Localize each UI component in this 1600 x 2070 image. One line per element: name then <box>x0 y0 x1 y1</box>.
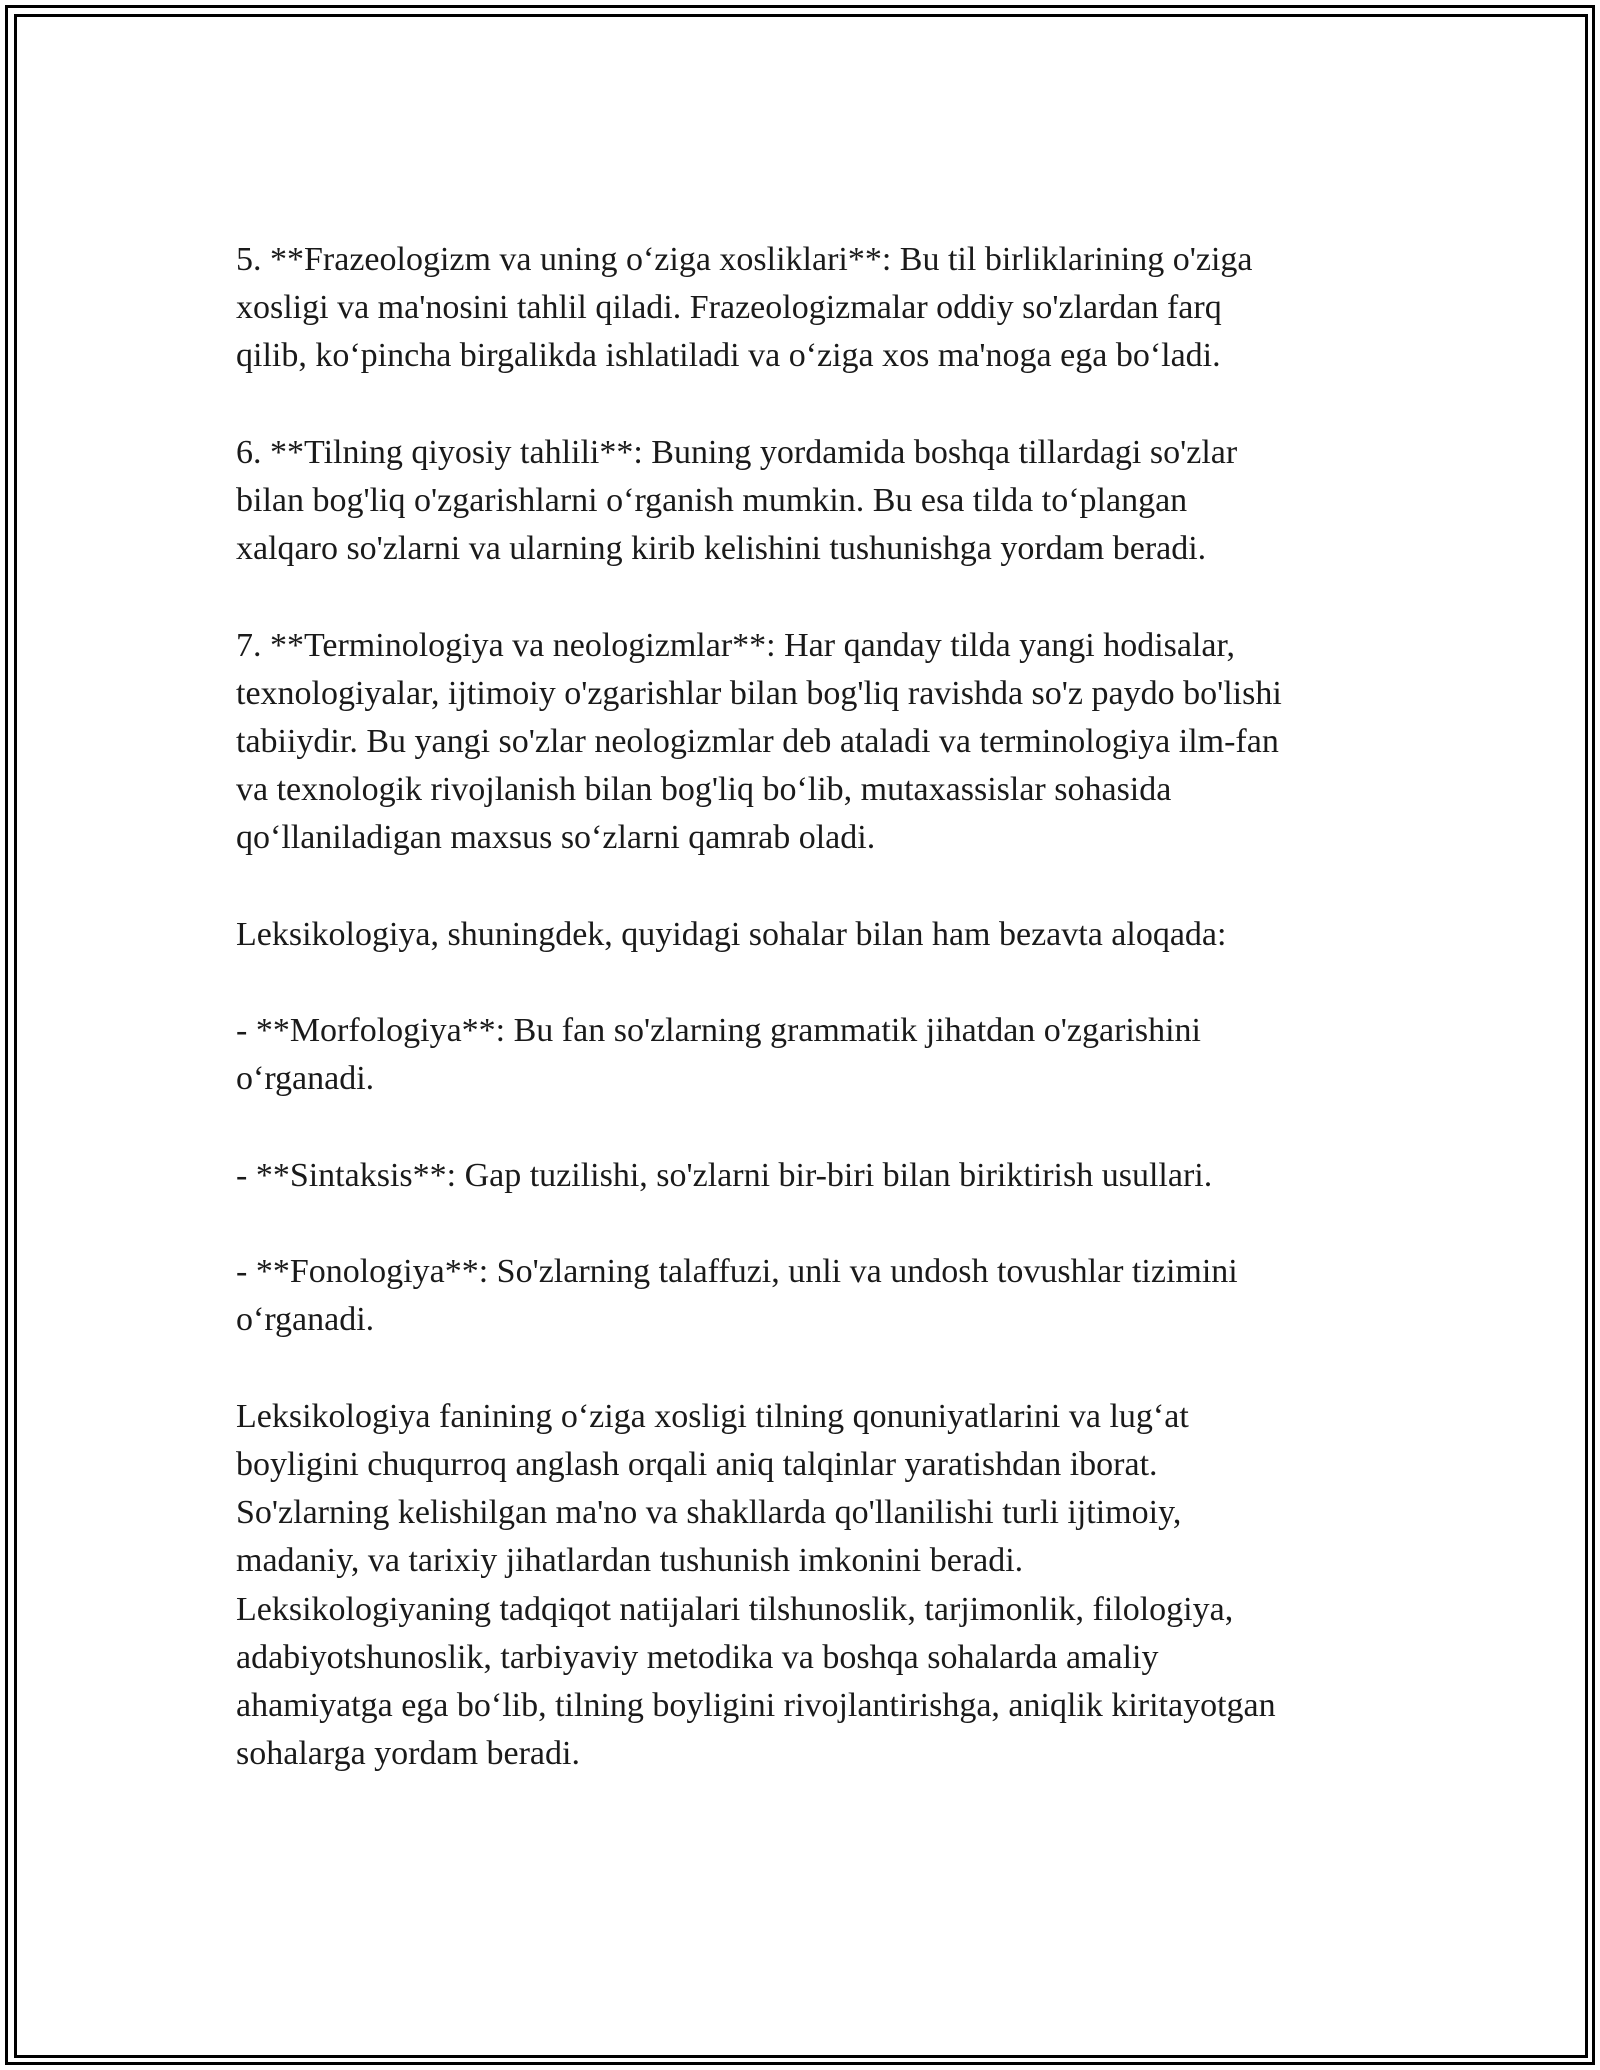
document-body <box>236 236 1381 1778</box>
paragraph-intro-sohalar: Leksikologiya, shuningdek, quyidagi sohalar bilan ham bezavta aloqada: <box>236 915 1227 953</box>
paragraph-conclusion: Leksikologiya fanining o‘ziga xosligi tilning qonuniyatlarini va lug‘at boyligini chuqurroq anglash orqali aniq talqinlar yaratishdan iborat. So'zlarning kelishilgan ma'no va shakllarda qo'llanilishi turli ijtimoiy, madaniy, va tarixiy jihatlardan tushunish imkonini beradi. Leksikologiyaning tadqiqot natijalari tilshunoslik, tarjimonlik, filologiya, adabiyotshunoslik, tarbiyaviy metodika va boshqa sohalarda amaliy ahamiyatga ega bo‘lib, tilning boyligini rivojlantirishga, aniqlik kiritayotgan sohalarga yordam beradi. <box>236 1397 1276 1773</box>
list-item-morfologiya: - **Morfologiya**: Bu fan so'zlarning grammatik jihatdan o'zgarishini o‘rganadi. <box>236 1012 1201 1098</box>
paragraph-qiyosiy-tahlil: 6. **Tilning qiyosiy tahlili**: Buning yordamida boshqa tillardagi so'zlar bilan bog'liq o'zgarishlarni o‘rganish mumkin. Bu esa tilda to‘plangan xalqaro so'zlarni va ularning kirib kelishini tushunishga yordam beradi. <box>236 433 1238 568</box>
paragraph-frazeologizm: 5. **Frazeologizm va uning o‘ziga xosliklari**: Bu til birliklarining o'ziga xosligi va ma'nosini tahlil qiladi. Frazeologizmalar oddiy so'zlardan farq qilib, ko‘pincha birgalikda ishlatiladi va o‘ziga xos ma'noga ega bo‘ladi. <box>236 241 1253 375</box>
list-item-sintaksis: - **Sintaksis**: Gap tuzilishi, so'zlarni bir-biri bilan biriktirish usullari. <box>236 1156 1213 1194</box>
paragraph-terminologiya: 7. **Terminologiya va neologizmlar**: Har qanday tilda yangi hodisalar, texnologiyalar, ijtimoiy o'zgarishlar bilan bog'liq ravishda so'z paydo bo'lishi tabiiydir. Bu yangi so'zlar neologizmlar deb ataladi va terminologiya ilm-fan va texnologik rivojlanish bilan bog'liq bo‘lib, mutaxassislar sohasida qo‘llaniladigan maxsus so‘zlarni qamrab oladi. <box>236 626 1282 857</box>
list-item-fonologiya: - **Fonologiya**: So'zlarning talaffuzi, unli va undosh tovushlar tizimini o‘rganadi. <box>236 1253 1238 1339</box>
